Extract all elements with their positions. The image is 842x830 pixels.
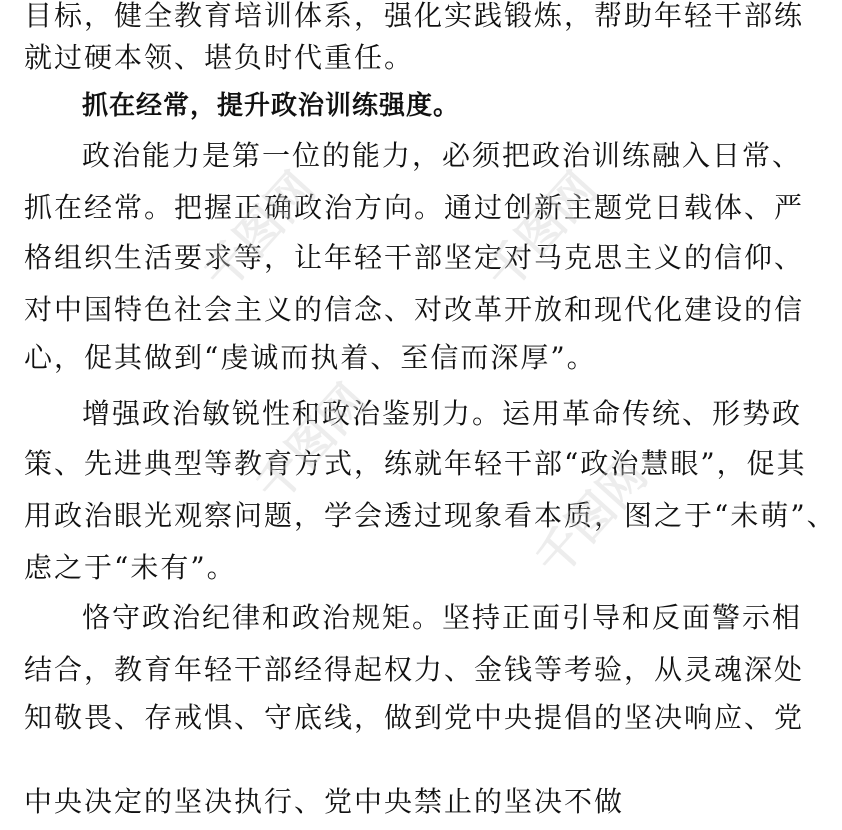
text-line: 就过硬本领、堪负时代重任。 — [24, 41, 415, 74]
text-line: 中央决定的坚决执行、党中央禁止的坚决不做 — [24, 785, 625, 818]
text-line: 结合，教育年轻干部经得起权力、金钱等考验，从灵魂深处 — [24, 653, 805, 686]
text-line: 增强政治敏锐性和政治鉴别力。运用革命传统、形势政 — [82, 397, 803, 430]
text-line: 抓在经常。把握正确政治方向。通过创新主题党日载体、严 — [24, 191, 805, 224]
text-line: 目标，健全教育培训体系，强化实践锻炼，帮助年轻干部练 — [24, 0, 805, 32]
text-line: 格组织生活要求等，让年轻干部坚定对马克思主义的信仰、 — [24, 241, 805, 274]
text-line: 用政治眼光观察问题，学会透过现象看本质，图之于“未萌”、 — [24, 499, 837, 532]
text-line: 对中国特色社会主义的信念、对改革开放和现代化建设的信 — [24, 293, 805, 326]
watermark: 千图网 — [474, 161, 608, 301]
text-line: 恪守政治纪律和政治规矩。坚持正面引导和反面警示相 — [82, 601, 803, 634]
text-line: 知敬畏、存戒惧、守底线，做到党中央提倡的坚决响应、党 — [24, 701, 805, 734]
watermark: 千图网 — [524, 447, 658, 587]
text-line: 虑之于“未有”。 — [24, 551, 237, 584]
text-line: 政治能力是第一位的能力，必须把政治训练融入日常、 — [82, 139, 803, 172]
text-line: 心，促其做到“虔诚而执着、至信而深厚”。 — [24, 341, 597, 374]
section-heading: 抓在经常，提升政治训练强度。 — [82, 91, 461, 121]
watermark: 千图网 — [244, 373, 378, 513]
text-line: 策、先进典型等教育方式，练就年轻干部“政治慧眼”，促其 — [24, 447, 807, 480]
watermark: 千图网 — [192, 161, 326, 301]
